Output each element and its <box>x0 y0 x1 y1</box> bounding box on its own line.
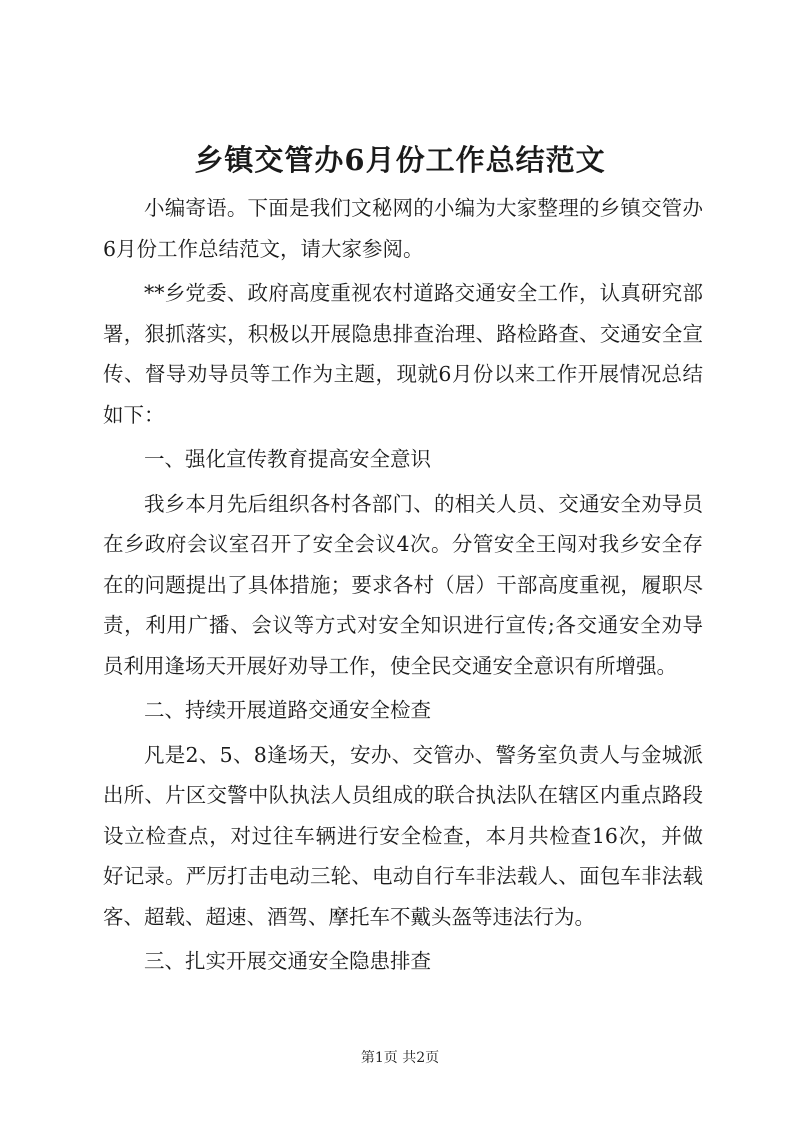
summary-paragraph: **乡党委、政府高度重视农村道路交通安全工作，认真研究部署，狠抓落实，积极以开展隐患排查治理、路检路查、交通安全宣传、督导劝导员等工作为主题，现就6月份以来工作开展情况总结如下： <box>103 281 703 427</box>
document-title: 乡镇交管办6月份工作总结范文 <box>194 143 606 177</box>
section-heading-1: 一、强化宣传教育提高安全意识 <box>144 447 431 471</box>
page-footer: 第1页 共2页 <box>360 1050 440 1066</box>
section-1-paragraph: 我乡本月先后组织各村各部门、的相关人员、交通安全劝导员在乡政府会议室召开了安全会议4次。分管安全王闯对我乡安全存在的问题提出了具体措施；要求各村（居）干部高度重视，履职尽责，利用广播、会议等方式对安全知识进行宣传;各交通安全劝导员利用逢场天开展好劝导工作，使全民交通安全意识有所增强。 <box>103 491 703 678</box>
document-body <box>103 188 703 986</box>
intro-paragraph: 小编寄语。下面是我们文秘网的小编为大家整理的乡镇交管办6月份工作总结范文，请大家参阅。 <box>103 196 703 261</box>
section-heading-3: 三、扎实开展交通安全隐患排查 <box>144 949 431 973</box>
section-2-paragraph: 凡是2、5、8逢场天，安办、交管办、警务室负责人与金城派出所、片区交警中队执法人员组成的联合执法队在辖区内重点路段设立检查点，对过往车辆进行安全检查，本月共检查16次，并做好记录。严厉打击电动三轮、电动自行车非法载人、面包车非法载客、超载、超速、酒驾、摩托车不戴头盔等违法行为。 <box>103 742 703 929</box>
section-heading-2: 二、持续开展道路交通安全检查 <box>144 698 431 722</box>
